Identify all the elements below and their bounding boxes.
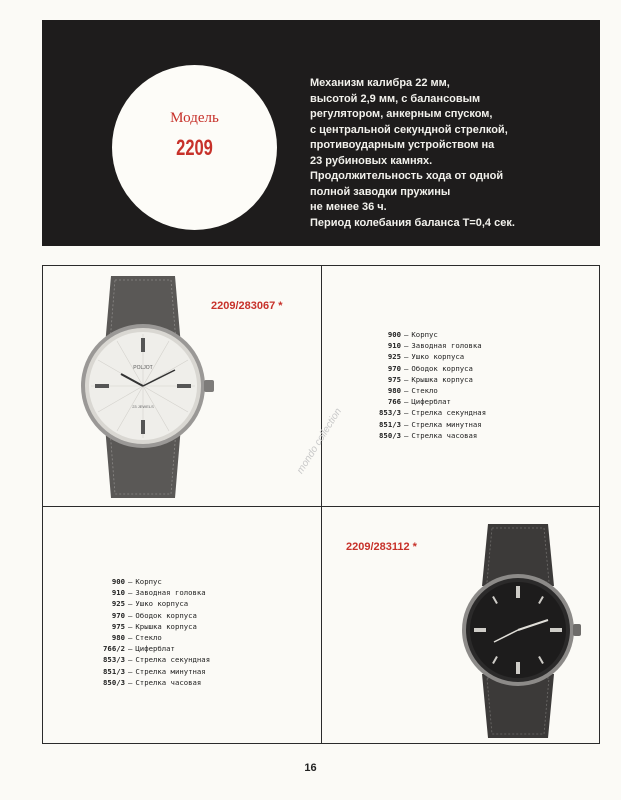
spec-line: полной заводки пружины (310, 185, 451, 198)
list-item: 925 — Ушко корпуса (111, 599, 189, 609)
list-item: 850/3 — Стрелка часовая (103, 677, 202, 687)
parts-list-1 (371, 329, 486, 441)
spec-line: высотой 2,9 мм, с балансовым (310, 92, 481, 105)
spec-line: Продолжительность хода от одной (310, 170, 504, 182)
list-item: 975 — Крышка корпуса (387, 374, 473, 384)
header-band (42, 20, 600, 246)
watch-2-image (448, 524, 588, 740)
model-number: 2209 (176, 135, 213, 160)
spec-line: регулятором, анкерным спуском, (310, 108, 493, 120)
grid-divider-horizontal (43, 506, 599, 507)
list-item: 766/2 — Циферблат (103, 644, 175, 654)
spec-line: 23 рубиновых камнях. (310, 154, 433, 167)
spec-line: с центральной секундной стрелкой, (310, 123, 508, 136)
parts-list-2 (95, 576, 210, 688)
list-item: 910 — Заводная головка (387, 341, 482, 351)
list-item: 970 — Ободок корпуса (387, 363, 473, 373)
list-item: 925 — Ушко корпуса (387, 352, 465, 362)
spec-line: Механизм калибра 22 мм, (310, 77, 450, 89)
list-item: 851/3 — Стрелка минутная (379, 419, 482, 429)
watch-2-reference: 2209/283112 * (346, 541, 417, 553)
model-badge (112, 65, 277, 230)
list-item: 970 — Ободок корпуса (111, 610, 197, 620)
catalog-grid (42, 265, 600, 744)
list-item: 910 — Заводная головка (111, 588, 206, 598)
model-label: Модель (170, 110, 219, 126)
list-item: 853/3 — Стрелка секундная (379, 408, 487, 418)
spec-line: не менее 36 ч. (310, 201, 387, 213)
page-number: 16 (304, 762, 317, 774)
list-item: 980 — Стекло (387, 386, 438, 396)
list-item: 900 — Корпус (387, 330, 438, 339)
dial-jewels-text: 23 JEWELS (132, 404, 154, 409)
grid-divider-vertical (321, 266, 322, 743)
list-item: 980 — Стекло (111, 633, 162, 643)
watermark: mondo collection (295, 406, 345, 476)
spec-line: противоударным устройством на (310, 139, 495, 151)
movement-specs (310, 76, 610, 231)
list-item: 851/3 — Стрелка минутная (103, 666, 206, 676)
list-item: 853/3 — Стрелка секундная (103, 655, 211, 665)
dial-brand-text: POLJOT (133, 365, 153, 371)
list-item: 766 — Циферблат (387, 397, 451, 407)
list-item: 850/3 — Стрелка часовая (379, 430, 478, 440)
spec-line: Период колебания баланса T=0,4 сек. (310, 216, 515, 229)
list-item: 900 — Корпус (111, 577, 162, 586)
watch-1-image (63, 276, 223, 501)
watch-1-reference: 2209/283067 * (211, 300, 283, 312)
list-item: 975 — Крышка корпуса (111, 621, 197, 631)
